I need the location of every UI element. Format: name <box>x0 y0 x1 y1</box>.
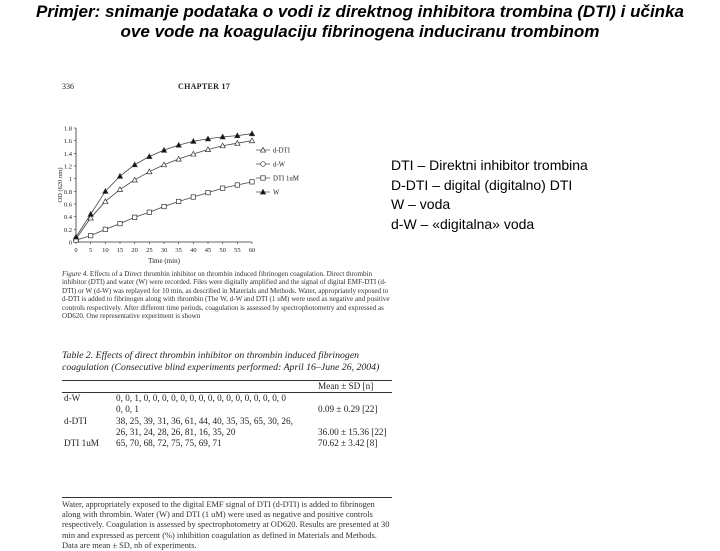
figure-caption-text: Effects of a Direct thrombin inhibitor on thrombin induced fibrinogen coagulation. Direct thrombin inhibitor (DTI) and water (W) were recorded. Files were digitally amplified and the signal of digital EMF-DTI (d-DTI) or W (d-W) was replayed for 10 min, as described in Materials and Methods. Water, appropriately exposed to d-DTI is added to fibrinogen along with thrombin (The W, d-W and DTI (1 uM) were used as negative and positive controls respectively. After different time periods, coagulation is assessed by spectrophotometry and expressed as OD620. One representative experiment is shown <box>62 270 390 321</box>
x-tick-label: 60 <box>248 247 256 254</box>
data-point-dti-1um <box>191 195 195 199</box>
data-point-d-dti <box>249 138 254 143</box>
x-tick-label: 20 <box>131 247 138 254</box>
table-row <box>62 393 392 405</box>
od-time-chart <box>56 90 299 270</box>
y-tick-label: 0.8 <box>63 188 72 196</box>
y-tick-label: 0.2 <box>63 226 72 234</box>
table-row-values: 26, 31, 24, 28, 26, 81, 16, 35, 20 <box>116 426 236 437</box>
x-tick-label: 15 <box>116 247 124 254</box>
table-row-values: 0, 0, 1 <box>116 404 139 415</box>
slide-title-line-2: ove vode na koagulaciju fibrinogena induciranu trombinom <box>120 22 600 41</box>
x-tick-label: 50 <box>219 247 226 254</box>
x-tick-label: 30 <box>160 247 168 254</box>
x-tick-label: 0 <box>74 247 78 254</box>
figure-caption-label: Figure 4. <box>62 270 89 278</box>
legend-label-w: W <box>273 189 280 197</box>
x-tick-label: 55 <box>234 247 241 254</box>
data-point-w <box>132 162 137 167</box>
definition-item: D-DTI – digital (digitalno) DTI <box>391 176 573 193</box>
definition-item: d-W – «digitalna» voda <box>391 215 535 232</box>
table-row-values: 65, 70, 68, 72, 75, 75, 69, 71 <box>116 438 222 449</box>
y-tick-label: 0 <box>68 239 72 247</box>
y-tick-label: 1.6 <box>63 138 72 146</box>
data-point-dti-1um <box>132 215 136 219</box>
table-row-stat: 70.62 ± 3.42 [8] <box>318 438 378 449</box>
data-point-w <box>88 212 93 217</box>
data-point-dti-1um <box>220 186 224 190</box>
table-title: Table 2. Effects of direct thrombin inhibitor on thrombin induced fibrinogen coagulation (Consecutive blind experiments performed: April 16–June 26, 2004) <box>62 350 380 373</box>
y-tick-label: 1.4 <box>63 150 72 158</box>
table-footnote: Water, appropriately exposed to the digital EMF signal of DTI (d-DTI) is added to fibrinogen along with thrombin. Water (W) and DTI (1 uM) were used as negative and positive controls respectively. Coagulation is assessed by spectrophotometry at OD620. Results are presented at 30 min and expressed as percent (%) inhibition coagulation as defined in Materials and Methods. Data are mean ± SD, nb of experiments. <box>62 497 392 551</box>
data-point-dti-1um <box>162 204 166 208</box>
y-axis-label: OD (620 nm) <box>57 167 64 203</box>
data-point-dti-1um <box>235 183 239 187</box>
data-point-dti-1um <box>206 190 210 194</box>
series-line-d-dti <box>76 141 252 239</box>
x-tick-label: 35 <box>175 247 182 254</box>
legend-label-d-w: d-W <box>273 161 286 169</box>
data-point-dti-1um <box>176 199 180 203</box>
table-row-stat: 36.00 ± 15.36 [22] <box>318 426 387 437</box>
y-tick-label: 0.4 <box>63 214 72 222</box>
y-tick-label: 1 <box>68 176 72 184</box>
definition-item: W – voda <box>391 196 451 212</box>
slide-title-line-1: Primjer: snimanje podataka o vodi iz direktnog inhibitora trombina (DTI) i učinka <box>36 2 684 21</box>
table-row-label: d-DTI <box>64 415 87 426</box>
definition-item: DTI – Direktni inhibitor trombina <box>391 157 588 173</box>
data-point-d-dti <box>132 177 137 182</box>
x-tick-label: 10 <box>102 247 109 254</box>
table-row <box>62 416 392 427</box>
data-point-d-dti <box>117 187 122 192</box>
chapter-heading: CHAPTER 17 <box>178 82 231 91</box>
x-axis-label: Time (min) <box>148 257 180 265</box>
table-row-label: DTI 1uM <box>64 438 99 449</box>
data-point-dti-1um <box>103 227 107 231</box>
definitions-list <box>391 156 588 234</box>
legend-label-dti-1um: DTI 1uM <box>273 175 299 183</box>
data-point-w <box>249 131 254 136</box>
legend-marker-dti-1um <box>261 176 265 180</box>
x-tick-label: 5 <box>89 247 93 254</box>
table-row-label: d-W <box>62 393 114 405</box>
data-point-dti-1um <box>250 180 254 184</box>
data-point-dti-1um <box>88 233 92 237</box>
data-point-dti-1um <box>147 210 151 214</box>
series-line-dti-1um <box>76 182 252 240</box>
table-row-stat: 0.09 ± 0.29 [22] <box>318 404 378 415</box>
figure-caption <box>62 270 392 320</box>
y-tick-label: 1.2 <box>63 163 72 171</box>
y-tick-label: 1.8 <box>63 125 72 133</box>
x-tick-label: 40 <box>190 247 197 254</box>
table-row-values: 0, 0, 1, 0, 0, 0, 0, 0, 0, 0, 0, 0, 0, 0, 0, 0, 0, 0, 0 <box>114 393 316 405</box>
y-tick-label: 0.6 <box>63 201 72 209</box>
table-row <box>62 427 392 438</box>
data-point-dti-1um <box>118 221 122 225</box>
data-point-d-dti <box>147 169 152 174</box>
legend-marker-d-w <box>261 162 266 167</box>
page-number: 336 <box>62 82 74 91</box>
table-row <box>62 404 392 415</box>
table-row <box>62 438 392 449</box>
results-table <box>62 380 392 449</box>
data-point-w <box>147 154 152 159</box>
table-header-row <box>62 381 392 393</box>
legend-label-d-dti: d-DTI <box>273 147 290 155</box>
data-point-d-dti <box>161 162 166 167</box>
table-row-values: 38, 25, 39, 31, 36, 61, 44, 40, 35, 35, 65, 30, 26, <box>116 415 293 426</box>
x-tick-label: 45 <box>204 247 212 254</box>
slide-title <box>0 2 720 42</box>
x-tick-label: 25 <box>146 247 153 254</box>
table-header-stat: Mean ± SD [n] <box>316 381 392 393</box>
